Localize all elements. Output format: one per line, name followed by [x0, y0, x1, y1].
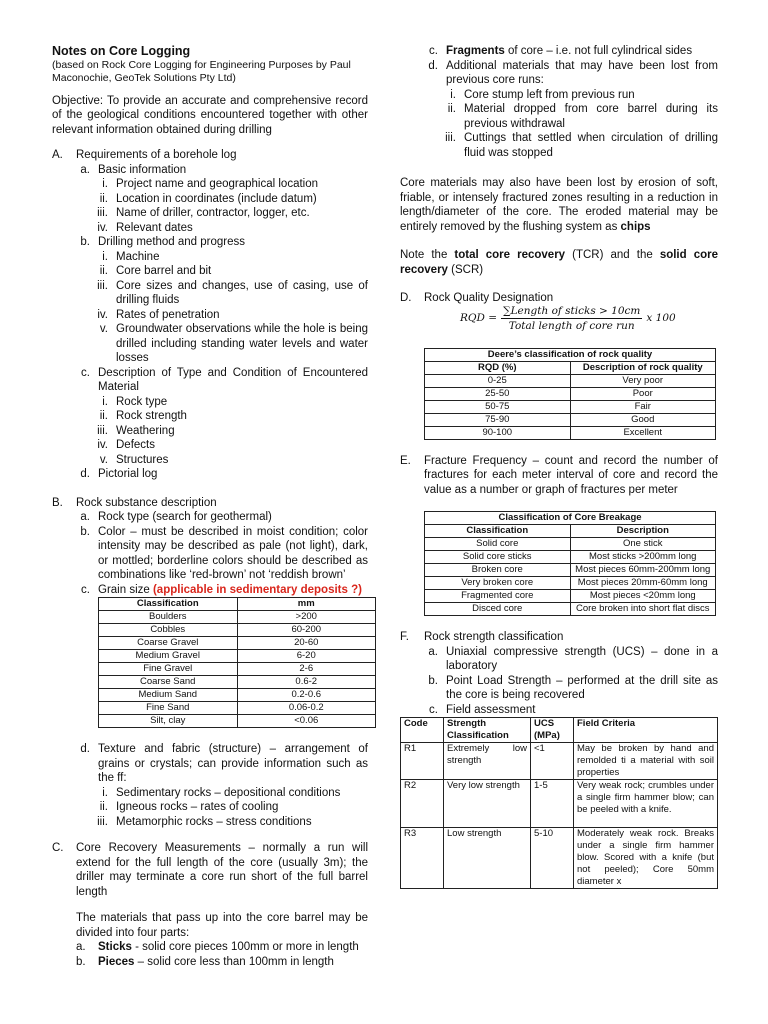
section-f-item-a: a. Uniaxial compressive strength (UCS) – done in a laboratory: [428, 645, 718, 672]
section-c-d-list: [400, 88, 718, 161]
left-column: [52, 44, 368, 969]
table-row: Fine Sand 0.06-0.2: [99, 702, 376, 715]
right-column: [400, 44, 718, 889]
section-c-item-d: d. Additional materials that may have been lost from previous core runs:: [428, 59, 718, 86]
list-item: ii. Rock strength: [99, 410, 187, 422]
list-item: iii. Name of driller, contractor, logger, etc.: [97, 207, 310, 219]
section-c-item-b: b. Pieces – solid core less than 100mm in length: [76, 955, 334, 968]
table-row: Boulders >200: [99, 611, 376, 624]
section-f-item-c: c. Field assessment: [429, 703, 536, 716]
rqd-table-caption: Deere’s classification of rock quality: [425, 348, 716, 361]
section-b-item-c: c. Grain size (applicable in sedimentary deposits ?): [81, 583, 362, 596]
table-row: Coarse Gravel 20-60: [99, 637, 376, 650]
rqd-formula: RQD = ∑Length of sticks > 10cm Total length of core run x 100: [460, 304, 676, 332]
list-item: iv. Rates of penetration: [97, 308, 220, 321]
rqd-table: Deere’s classification of rock quality RQD (%) Description of rock quality 0-25 Very poor 25-50 Poor 50-75 Fair 75-90 Good 90-100 Excellent: [424, 348, 716, 440]
table-row: 75-90 Good: [425, 413, 716, 426]
section-a-item-c: c. Description of Type and Condition of Encountered Material: [81, 366, 368, 393]
list-item: i. Project name and geographical location: [102, 178, 319, 190]
list-item: v. Groundwater observations while the hole is being drilled including standing water levels and water losses: [99, 323, 368, 364]
table-row: 0-25 Very poor: [425, 374, 716, 387]
section-e-heading: E. Fracture Frequency – count and record the number of fractures for each meter interval of core and record the value as a number or graph of fractures per meter: [400, 454, 718, 496]
table-row: R3 Low strength 5-10 Moderately weak rock. Breaks under a single firm hammer blow. Scored with a knife (but not peeled); Core 50mm diameter x: [401, 828, 718, 889]
section-b-heading: B. Rock substance description: [52, 496, 217, 509]
table-row: 50-75 Fair: [425, 400, 716, 413]
list-item: v. Structures: [99, 453, 169, 466]
table-row: 25-50 Poor: [425, 387, 716, 400]
section-b-item-d: d. Texture and fabric (structure) – arrangement of grains or crystals; can provide information such as the ff:: [80, 743, 368, 784]
list-item: ii. Igneous rocks – rates of cooling: [99, 801, 279, 813]
section-a-item-b: b. Drilling method and progress: [80, 236, 246, 248]
grain-size-table: Classification mm Boulders >200 Cobbles 60-200 Coarse Gravel 20-60 Medium Gravel 6-20 Fine Gravel 2-6 Coarse Sand 0.6-2 Medium Sand 0.2-0.6 Fine Sand 0.06-0.2 Silt, clay <0.06: [98, 597, 376, 728]
section-a-c-list: [52, 395, 368, 468]
list-item: ii. Core barrel and bit: [99, 265, 212, 277]
section-b-item-a: a. Rock type (search for geothermal): [80, 511, 272, 523]
list-item: i. Rock type: [102, 395, 168, 408]
table-row: Medium Sand 0.2-0.6: [99, 689, 376, 702]
list-item: i. Machine: [102, 250, 160, 263]
table-row: R2 Very low strength 1-5 Very weak rock; crumbles under a single firm hammer blow; can be peeled with a knife.: [401, 780, 718, 828]
table-row: Broken core Most pieces 60mm-200mm long: [425, 564, 716, 577]
table-row: Fine Gravel 2-6: [99, 663, 376, 676]
table-row: Fragmented core Most pieces <20mm long: [425, 590, 716, 603]
grain-size-note: (applicable in sedimentary deposits ?): [152, 583, 362, 596]
section-a-a-list: [52, 177, 368, 235]
list-item: ii. Material dropped from core barrel during its previous withdrawal: [447, 103, 718, 130]
list-item: iii. Weathering: [97, 424, 175, 437]
list-item: iii. Metamorphic rocks – stress conditions: [97, 815, 312, 828]
core-loss-paragraph: Core materials may also have been lost by erosion of soft, friable, or intensely fractured zones resulting in a reduction in length/diameter of the core. The eroded material may be entirely removed by the flushing system as chips: [400, 177, 718, 233]
table-row: Solid core sticks Most sticks >200mm long: [425, 551, 716, 564]
section-a-item-a: a. Basic information: [80, 163, 187, 176]
section-a-b-list: [52, 250, 368, 366]
list-item: iii. Cuttings that settled when circulation of drilling fluid was stopped: [445, 132, 718, 159]
recovery-note: Note the total core recovery (TCR) and the solid core recovery (SCR): [400, 249, 719, 276]
list-item: ii. Location in coordinates (include datum): [99, 192, 317, 205]
objective: Objective: To provide an accurate and comprehensive record of the geological conditions encountered together with other relevant information obtained during drilling: [52, 94, 368, 136]
table-row: 90-100 Excellent: [425, 426, 716, 439]
core-breakage-caption: Classification of Core Breakage: [425, 512, 716, 525]
list-item: iv. Relevant dates: [97, 221, 193, 234]
page-title: Notes on Core Logging: [52, 44, 191, 58]
section-c-item-a: a. Sticks - solid core pieces 100mm or more in length: [76, 941, 359, 953]
section-c-item-c: c. Fragments of core – i.e. not full cylindrical sides: [429, 45, 693, 57]
list-item: i. Sedimentary rocks – depositional conditions: [102, 786, 341, 799]
table-row: R1 Extremely low strength <1 May be broken by hand and remolded ti a material with soil properties: [401, 743, 718, 780]
section-f-item-b: b. Point Load Strength – performed at the drill site as the core is being recovered: [428, 674, 718, 701]
section-d-heading: D. Rock Quality Designation: [400, 292, 554, 304]
list-item: iii. Core sizes and changes, use of casing, use of drilling fluids: [97, 279, 368, 306]
table-row: Silt, clay <0.06: [99, 715, 376, 728]
core-breakage-table: Classification of Core Breakage Classification Description Solid core One stick Solid core sticks Most sticks >200mm long Broken core Most pieces 60mm-200mm long Very broken core Most pieces 20mm-60mm long Fragmented core Most pieces <20mm long Disced core Core broken into short flat discs: [424, 511, 716, 616]
table-row: Solid core One stick: [425, 538, 716, 551]
list-item: i. Core stump left from previous run: [450, 88, 635, 101]
section-c-heading: C. Core Recovery Measurements – normally a run will extend for the full length of the core (usually 3m); the driller may terminate a core run short of the full barrel length: [52, 842, 368, 898]
section-a-item-d: d. Pictorial log: [80, 468, 158, 480]
section-b-item-b: b. Color – must be described in moist condition; color intensity may be described as pale (not light), dark, or mottled; borderline colors should be described as combinations like ‘red-brown’ not ‘reddish brown’: [80, 525, 368, 581]
table-row: Coarse Sand 0.6-2: [99, 676, 376, 689]
section-a-heading: A. Requirements of a borehole log: [52, 149, 237, 161]
field-assessment-table: Code Strength Classification UCS (MPa) Field Criteria R1 Extremely low strength <1 May be broken by hand and remolded ti a material with soil properties R2 Very low strength 1-5 Very weak rock; crumbles under a single firm hammer blow; can be peeled with a knife. R3 Low strength 5-10 Moderately weak rock. Breaks under a single firm hammer blow. Scored with a knife (but not peeled); Core 50mm diameter x: [400, 717, 718, 889]
section-b-d-list: [52, 786, 368, 830]
table-row: Medium Gravel 6-20: [99, 650, 376, 663]
list-item: iv. Defects: [97, 439, 155, 451]
table-row: Cobbles 60-200: [99, 624, 376, 637]
table-row: Very broken core Most pieces 20mm-60mm long: [425, 577, 716, 590]
core-parts-intro: The materials that pass up into the core barrel may be divided into four parts:: [76, 912, 368, 939]
table-row: Disced core Core broken into short flat discs: [425, 603, 716, 616]
page-subtitle: (based on Rock Core Logging for Engineering Purposes by Paul Maconochie, GeoTek Solutions Pty Ltd): [52, 58, 351, 84]
section-f-heading: F. Rock strength classification: [400, 631, 564, 643]
